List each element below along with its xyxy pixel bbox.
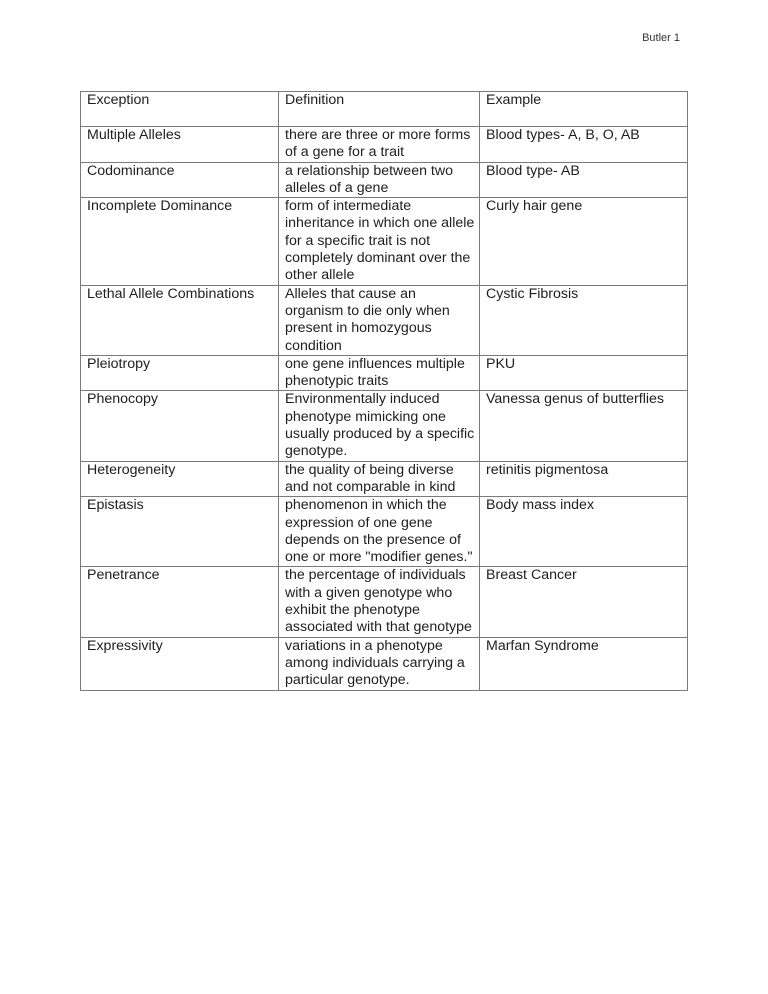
exception-cell: Multiple Alleles [81,127,279,163]
example-cell: retinitis pigmentosa [480,461,688,497]
definition-cell: one gene influences multiple phenotypic traits [279,355,480,391]
table-header-row [81,92,688,127]
exception-cell: Incomplete Dominance [81,198,279,285]
definition-cell: the percentage of individuals with a given genotype who exhibit the phenotype associated with that genotype [279,567,480,637]
page-header: Butler 1 [642,32,680,44]
example-cell: Breast Cancer [480,567,688,637]
column-header-example: Example [480,92,688,127]
exception-cell: Epistasis [81,497,279,567]
table-row [81,355,688,391]
exception-cell: Pleiotropy [81,355,279,391]
definition-cell: form of intermediate inheritance in which one allele for a specific trait is not completely dominant over the other allele [279,198,480,285]
table-row [81,391,688,461]
definition-cell: the quality of being diverse and not comparable in kind [279,461,480,497]
definition-cell: variations in a phenotype among individuals carrying a particular genotype. [279,637,480,690]
exception-cell: Lethal Allele Combinations [81,285,279,355]
table-row [81,497,688,567]
example-cell: Body mass index [480,497,688,567]
exception-cell: Expressivity [81,637,279,690]
example-cell: Marfan Syndrome [480,637,688,690]
column-header-exception: Exception [81,92,279,127]
exception-cell: Heterogeneity [81,461,279,497]
genetics-exceptions-table [80,91,688,691]
definition-cell: a relationship between two alleles of a gene [279,162,480,198]
definition-cell: Alleles that cause an organism to die only when present in homozygous condition [279,285,480,355]
table-row [81,461,688,497]
example-cell: Vanessa genus of butterflies [480,391,688,461]
table-row [81,637,688,690]
exception-cell: Phenocopy [81,391,279,461]
definition-cell: Environmentally induced phenotype mimicking one usually produced by a specific genotype. [279,391,480,461]
table-row [81,127,688,163]
example-cell: PKU [480,355,688,391]
example-cell: Curly hair gene [480,198,688,285]
definition-cell: there are three or more forms of a gene for a trait [279,127,480,163]
example-cell: Blood type- AB [480,162,688,198]
table-row [81,285,688,355]
table-row [81,162,688,198]
definition-cell: phenomenon in which the expression of one gene depends on the presence of one or more "modifier genes." [279,497,480,567]
exception-cell: Penetrance [81,567,279,637]
table-row [81,198,688,285]
example-cell: Blood types- A, B, O, AB [480,127,688,163]
example-cell: Cystic Fibrosis [480,285,688,355]
column-header-definition: Definition [279,92,480,127]
exception-cell: Codominance [81,162,279,198]
table-row [81,567,688,637]
